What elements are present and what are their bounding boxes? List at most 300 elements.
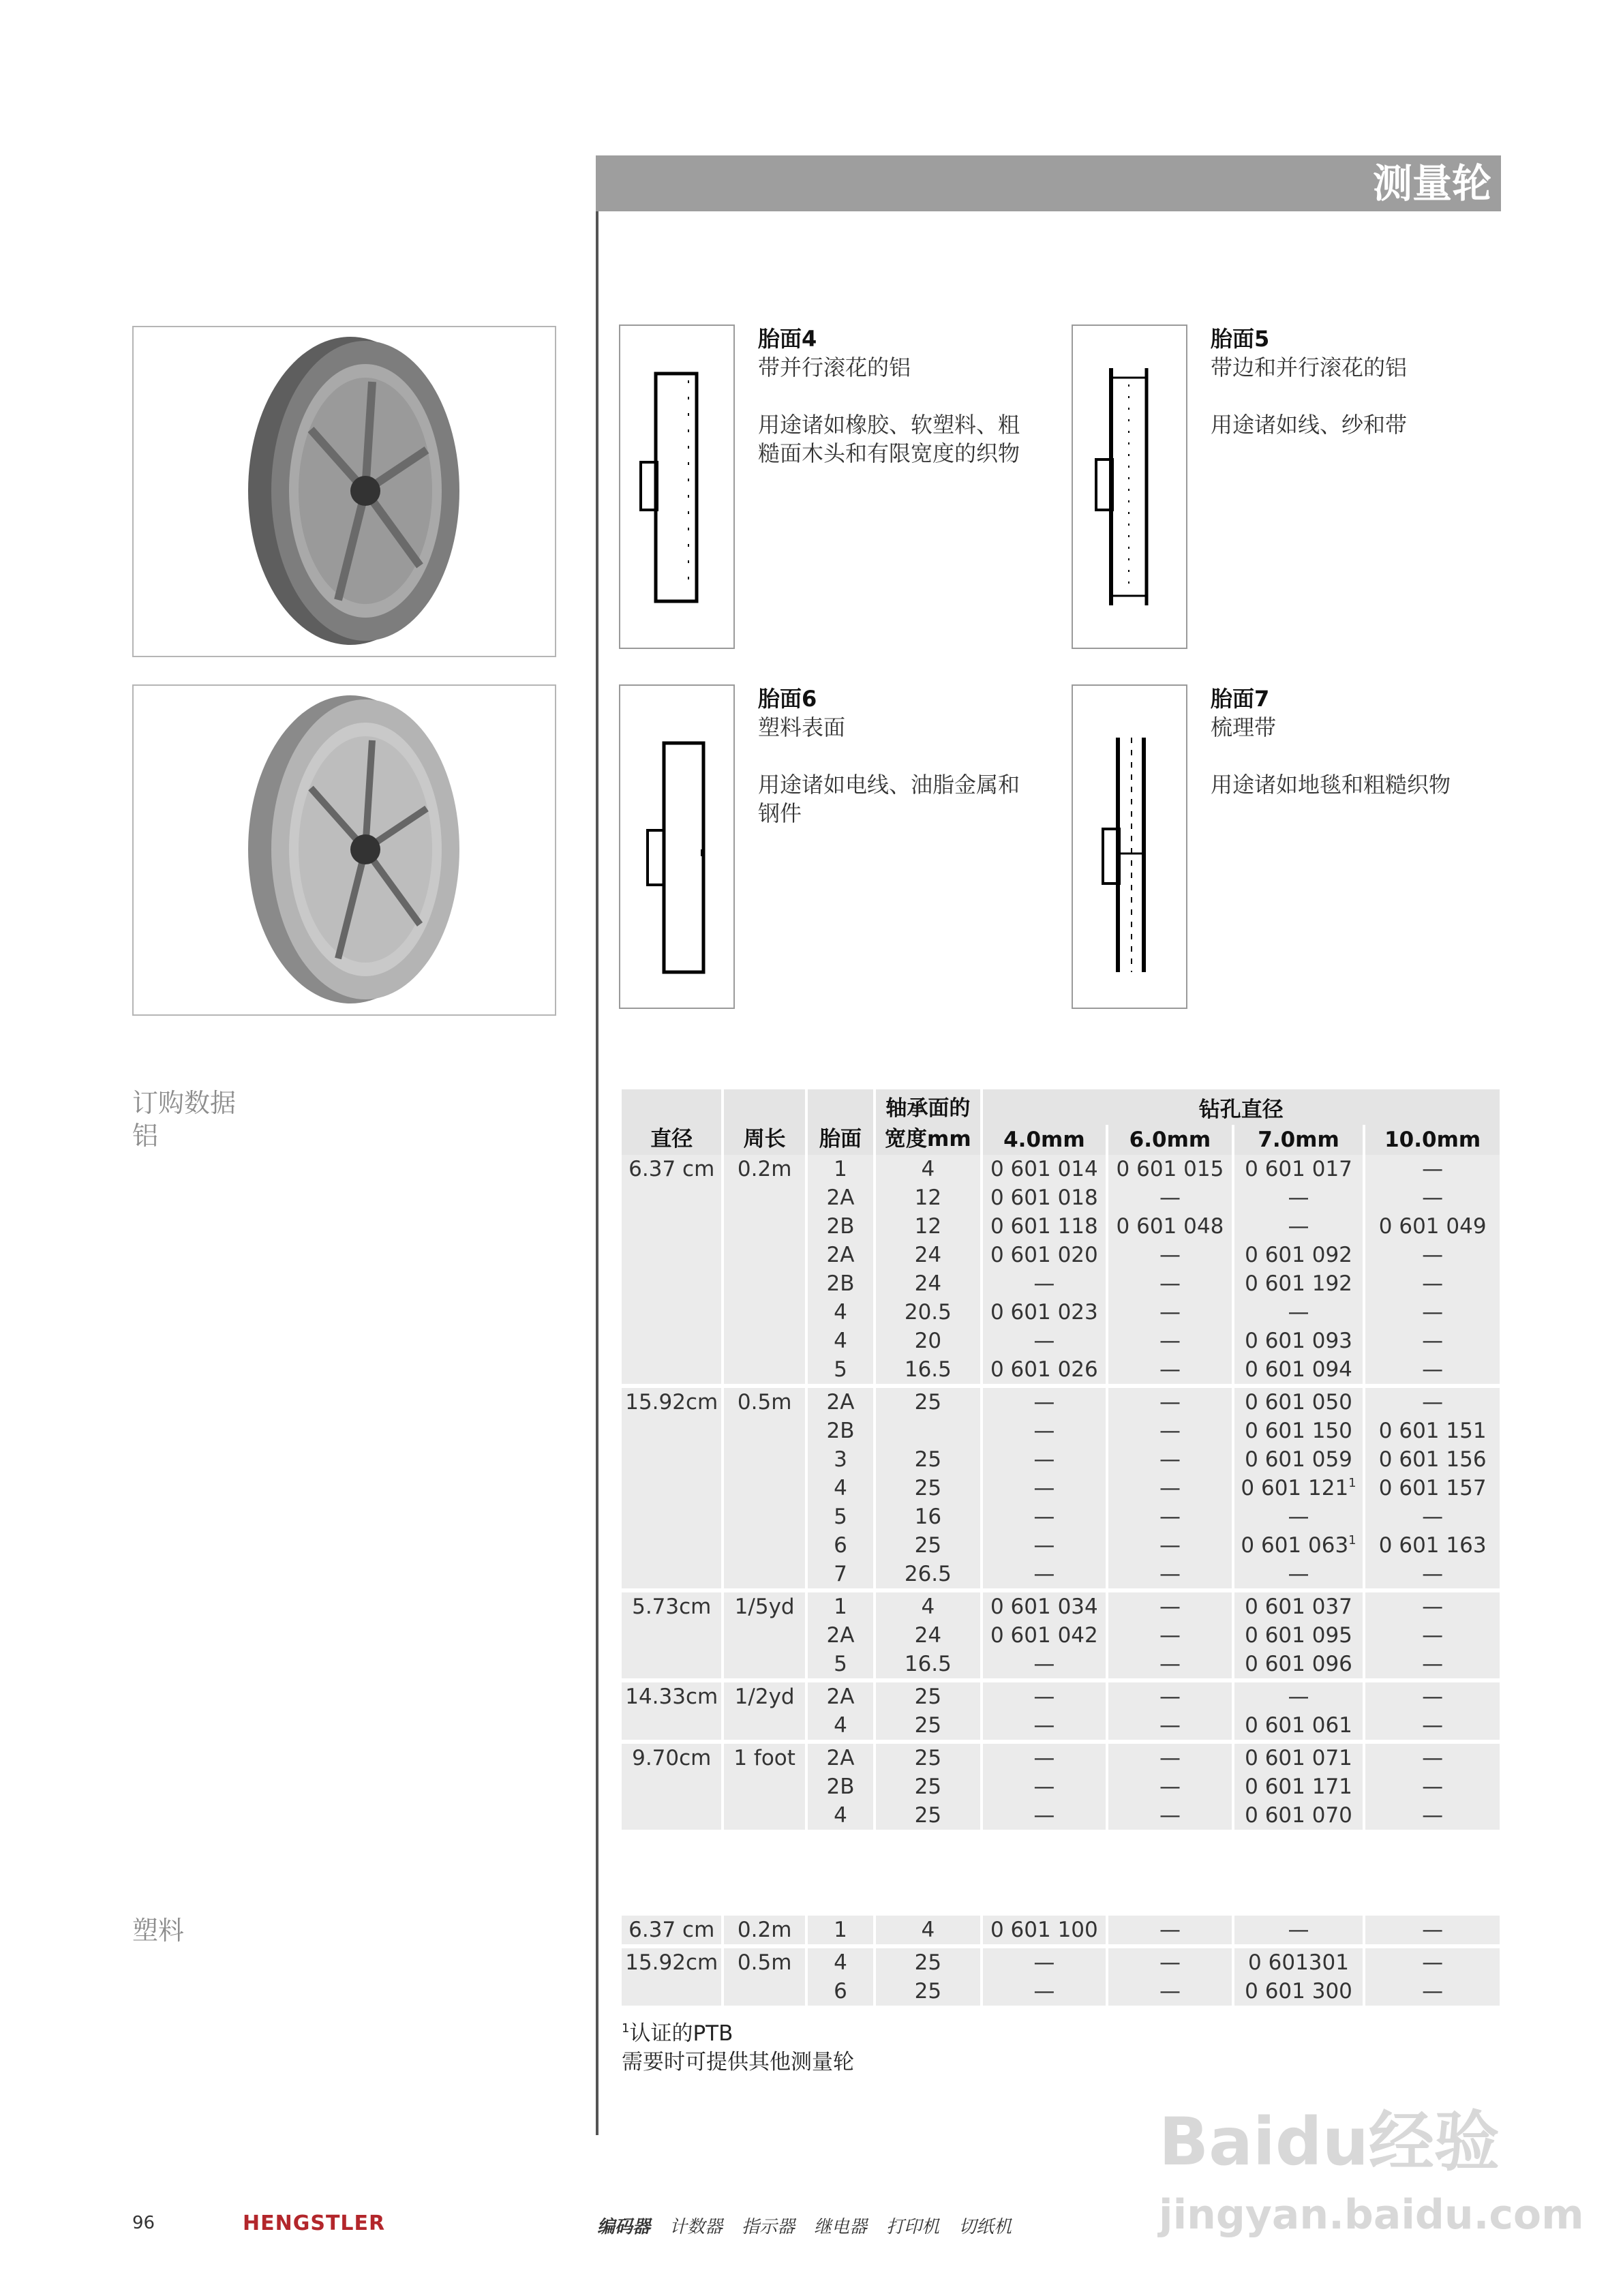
width-value [876, 1417, 980, 1445]
cell-bore-4mm [983, 1384, 1106, 1588]
tread-value [808, 1241, 873, 1269]
bore-6mm-value [1108, 1650, 1232, 1678]
tread-text: 1 [834, 1918, 847, 1942]
width-text: 24 [914, 1243, 942, 1267]
cell-bore-7mm [1234, 1678, 1363, 1740]
bore-6mm-text: — [1159, 1476, 1181, 1500]
bore-4mm-value [983, 1772, 1106, 1801]
bore-7mm-text: 0 601 096 [1245, 1652, 1352, 1676]
cell-bore-6mm [1108, 1916, 1232, 1944]
width-text: 25 [914, 1390, 942, 1415]
bore-6mm-text: — [1159, 1918, 1181, 1942]
bore-4mm-value [983, 1502, 1106, 1531]
bore-4mm-text: — [1033, 1533, 1055, 1558]
watermark-brand: Baidu经验 [1159, 2104, 1500, 2180]
width-value [876, 1355, 980, 1384]
bore-6mm-value [1108, 1474, 1232, 1502]
bore-7mm-value [1234, 1502, 1363, 1531]
cell-bore-10mm [1365, 1155, 1500, 1384]
tread-text: 5 [834, 1357, 847, 1382]
bore-10mm-text: — [1422, 1685, 1444, 1709]
bore-4mm-value [983, 1948, 1106, 1977]
ptb-footnote-marker: 1 [1348, 1533, 1356, 1547]
width-text: 25 [914, 1447, 942, 1472]
width-text: 25 [914, 1979, 942, 2004]
tread-value [808, 1948, 873, 1977]
bore-10mm-value [1365, 1801, 1500, 1830]
col-header-bearing-width [876, 1089, 980, 1155]
bore-7mm-value [1234, 1241, 1363, 1269]
tread-value [808, 1355, 873, 1384]
width-value [876, 1711, 980, 1740]
tread-value [808, 1298, 873, 1327]
tread-value [808, 1327, 873, 1355]
bore-6mm-value [1108, 1592, 1232, 1621]
bore-4mm-text: 0 601 034 [990, 1595, 1098, 1619]
tread-text: 2B [826, 1419, 855, 1443]
tread-value [808, 1388, 873, 1417]
col-header-tread: 胎面 [808, 1089, 873, 1155]
table-row-group [622, 1944, 1500, 2006]
bore-6mm-text: — [1159, 1623, 1181, 1648]
width-text: 4 [921, 1595, 935, 1619]
cell-bore-10mm [1365, 1740, 1500, 1830]
tread-5-title: 胎面5 [1211, 326, 1270, 352]
bore-4mm-text: — [1033, 1329, 1055, 1353]
bore-10mm-value [1365, 1269, 1500, 1298]
circumference-value: 1 foot [733, 1746, 795, 1770]
bore-10mm-value [1365, 1650, 1500, 1678]
bore-10mm-value [1365, 1474, 1500, 1502]
bore-10mm-text: — [1422, 1918, 1444, 1942]
bore-7mm-text: 0 601 300 [1245, 1979, 1352, 2004]
width-text: 25 [914, 1774, 942, 1799]
bore-4mm-value [983, 1241, 1106, 1269]
cell-width [876, 1740, 980, 1830]
cell-bore-4mm [983, 1916, 1106, 1944]
bore-6mm-text: — [1159, 1774, 1181, 1799]
bore-4mm-text: — [1033, 1390, 1055, 1415]
cell-width [876, 1916, 980, 1944]
bore-6mm-value [1108, 1355, 1232, 1384]
bore-7mm-text: 0 601 061 [1245, 1713, 1352, 1738]
bore-10mm-value [1365, 1744, 1500, 1772]
bore-7mm-value [1234, 1327, 1363, 1355]
bore-7mm-text: 0 601 192 [1245, 1271, 1352, 1296]
tread-text: 2B [826, 1774, 855, 1799]
bore-10mm-text: — [1422, 1243, 1444, 1267]
cell-circumference [724, 1944, 804, 2006]
tread-4-use: 用途诸如橡胶、软塑料、粗 [758, 412, 1020, 438]
tread-6-text [758, 684, 1058, 828]
bore-6mm-text: — [1159, 1979, 1181, 2004]
tread-6-desc: 塑料表面 [758, 714, 846, 740]
bore-4mm-value [983, 1977, 1106, 2006]
diameter-value: 15.92cm [625, 1390, 718, 1415]
bore-6mm-text: — [1159, 1562, 1181, 1586]
tread-value [808, 1560, 873, 1588]
bore-4mm-value [983, 1560, 1106, 1588]
order-data-label [132, 1087, 236, 1152]
bore-10mm-text: — [1422, 1390, 1444, 1415]
tread-value [808, 1445, 873, 1474]
bore-7mm-value [1234, 1621, 1363, 1650]
brand-logo: HENGSTLER [243, 2211, 386, 2235]
cell-bore-7mm [1234, 1740, 1363, 1830]
cell-bore-6mm [1108, 1384, 1232, 1588]
bore-6mm-value [1108, 1269, 1232, 1298]
tread-value [808, 1155, 873, 1183]
cell-width [876, 1384, 980, 1588]
cell-width [876, 1588, 980, 1678]
bore-10mm-value [1365, 1241, 1500, 1269]
bore-6mm-value [1108, 1327, 1232, 1355]
bearing-width-line2: 宽度mm [885, 1127, 971, 1151]
cell-bore-6mm [1108, 1155, 1232, 1384]
tread-text: 2A [826, 1746, 855, 1770]
bore-7mm-text: 0 601 092 [1245, 1243, 1352, 1267]
bore-4mm-text: 0 601 042 [990, 1623, 1098, 1648]
bore-7mm-value [1234, 1682, 1363, 1711]
tread-6-title: 胎面6 [758, 686, 817, 712]
bore-7mm-text: — [1288, 1185, 1309, 1210]
width-text: 4 [921, 1918, 935, 1942]
circumference-value: 0.5m [737, 1390, 792, 1415]
tread-text: 4 [834, 1300, 847, 1325]
bore-10mm-text: — [1422, 1713, 1444, 1738]
bore-7mm-value [1234, 1474, 1363, 1502]
diameter-value: 9.70cm [632, 1746, 712, 1770]
bore-6mm-text: — [1159, 1357, 1181, 1382]
width-value [876, 1212, 980, 1241]
bore-7mm-value [1234, 1417, 1363, 1445]
bore-7mm-value [1234, 1772, 1363, 1801]
cell-bore-6mm [1108, 1740, 1232, 1830]
tread-text: 4 [834, 1476, 847, 1500]
bore-4mm-text: — [1033, 1419, 1055, 1443]
bore-7mm-text: 0 601 063 [1241, 1533, 1349, 1558]
page-title: 测量轮 [1372, 160, 1491, 207]
wheel-photo-aluminum [132, 326, 556, 657]
tread-text: 4 [834, 1713, 847, 1738]
cell-bore-4mm [983, 1740, 1106, 1830]
tread-text: 7 [834, 1562, 847, 1586]
circumference-value: 1/2yd [734, 1685, 795, 1709]
bore-7mm-value [1234, 1298, 1363, 1327]
cell-bore-7mm [1234, 1944, 1363, 2006]
bore-4mm-text: — [1033, 1271, 1055, 1296]
bore-10mm-text: — [1422, 1157, 1444, 1181]
bore-7mm-value [1234, 1531, 1363, 1560]
bore-10mm-value [1365, 1682, 1500, 1711]
cell-circumference [724, 1916, 804, 1944]
bore-10mm-text: 0 601 163 [1378, 1533, 1487, 1558]
width-text: 24 [914, 1271, 942, 1296]
bore-6mm-value [1108, 1621, 1232, 1650]
bore-7mm-value [1234, 1155, 1363, 1183]
cell-diameter [622, 1384, 721, 1588]
width-text: 24 [914, 1623, 942, 1648]
bore-7mm-value [1234, 1560, 1363, 1588]
bore-7mm-text: 0 601 150 [1245, 1419, 1352, 1443]
cell-bore-4mm [983, 1944, 1106, 2006]
diameter-value: 5.73cm [632, 1595, 712, 1619]
bore-10mm-value [1365, 1560, 1500, 1588]
bore-4mm-text: 0 601 026 [990, 1357, 1098, 1382]
bore-7mm-value [1234, 1916, 1363, 1944]
width-text: 25 [914, 1685, 942, 1709]
width-text: 25 [914, 1950, 942, 1975]
nav-relay[interactable]: 继电器 [814, 2217, 868, 2237]
bore-6mm-text: — [1159, 1505, 1181, 1529]
tread-text: 1 [834, 1595, 847, 1619]
bore-10mm-value [1365, 1417, 1500, 1445]
plastic-order-table [619, 1916, 1502, 2006]
bore-6mm-text: — [1159, 1329, 1181, 1353]
tread-value [808, 1531, 873, 1560]
bore-10mm-value [1365, 1711, 1500, 1740]
bore-10mm-value [1365, 1327, 1500, 1355]
cell-diameter [622, 1155, 721, 1384]
bore-6mm-value [1108, 1298, 1232, 1327]
bore-10mm-value [1365, 1298, 1500, 1327]
cell-bore-7mm [1234, 1384, 1363, 1588]
bore-10mm-text: — [1422, 1950, 1444, 1975]
tread-text: 2B [826, 1214, 855, 1239]
bore-6mm-value [1108, 1388, 1232, 1417]
bore-7mm-text: 0 601 050 [1245, 1390, 1352, 1415]
cell-tread [808, 1916, 873, 1944]
width-value [876, 1682, 980, 1711]
cell-diameter [622, 1944, 721, 2006]
bore-6mm-text: — [1159, 1803, 1181, 1828]
bore-7mm-text: 0 601 071 [1245, 1746, 1352, 1770]
cell-diameter [622, 1678, 721, 1740]
bore-10mm-value [1365, 1183, 1500, 1212]
width-text: 26.5 [904, 1562, 952, 1586]
bore-7mm-text: — [1288, 1214, 1309, 1239]
bore-7mm-text: 0 601 121 [1241, 1476, 1349, 1500]
tread-text: 4 [834, 1329, 847, 1353]
bore-10mm-text: — [1422, 1329, 1444, 1353]
cell-tread [808, 1740, 873, 1830]
width-text: 16 [914, 1505, 942, 1529]
tread-text: 4 [834, 1803, 847, 1828]
bore-10mm-value [1365, 1502, 1500, 1531]
cell-bore-7mm [1234, 1916, 1363, 1944]
bore-6mm-value [1108, 1155, 1232, 1183]
tread-value [808, 1592, 873, 1621]
bore-6mm-value [1108, 1417, 1232, 1445]
bore-4mm-text: 0 601 100 [990, 1918, 1098, 1942]
bore-6mm-value [1108, 1445, 1232, 1474]
footnote-ptb [622, 2019, 854, 2048]
nav-cutter[interactable]: 切纸机 [958, 2217, 1012, 2237]
width-value [876, 1269, 980, 1298]
bore-4mm-value [983, 1155, 1106, 1183]
tread-value [808, 1474, 873, 1502]
tread-value [808, 1744, 873, 1772]
cell-bore-6mm [1108, 1944, 1232, 2006]
tread-7-text [1211, 684, 1511, 799]
bore-10mm-value [1365, 1621, 1500, 1650]
nav-printer[interactable]: 打印机 [886, 2217, 940, 2237]
width-value [876, 1445, 980, 1474]
table-row-group [622, 1155, 1500, 1384]
bore-4mm-value [983, 1650, 1106, 1678]
bore-4mm-text: — [1033, 1803, 1055, 1828]
tread-5-profile-drawing [1072, 324, 1187, 649]
tread-value [808, 1650, 873, 1678]
width-value [876, 1592, 980, 1621]
bore-6mm-value [1108, 1977, 1232, 2006]
bore-7mm-value [1234, 1801, 1363, 1830]
bore-4mm-text: — [1033, 1476, 1055, 1500]
page-number: 96 [132, 2213, 155, 2233]
tread-5-text [1211, 324, 1511, 439]
bore-10mm-text: 0 601 156 [1378, 1447, 1487, 1472]
bore-4mm-value [983, 1801, 1106, 1830]
tread-text: 2A [826, 1185, 855, 1210]
bore-4mm-text: — [1033, 1713, 1055, 1738]
width-value [876, 1772, 980, 1801]
tread-value [808, 1621, 873, 1650]
bore-4mm-text: 0 601 014 [990, 1157, 1098, 1181]
tread-text: 5 [834, 1505, 847, 1529]
col-header-bore-4mm: 4.0mm [983, 1125, 1106, 1155]
vertical-divider [596, 211, 598, 2135]
bore-10mm-text: 0 601 151 [1378, 1419, 1487, 1443]
cell-bore-7mm [1234, 1588, 1363, 1678]
bore-10mm-text: — [1422, 1652, 1444, 1676]
tread-6-profile-drawing [619, 684, 735, 1009]
bore-7mm-value [1234, 1650, 1363, 1678]
nav-encoder[interactable]: 编码器 [597, 2217, 651, 2237]
tread-7-profile-drawing [1072, 684, 1187, 1009]
tread-text: 5 [834, 1652, 847, 1676]
diameter-value: 15.92cm [625, 1950, 718, 1975]
width-text: 20.5 [904, 1300, 952, 1325]
bore-7mm-value [1234, 1269, 1363, 1298]
bore-7mm-value [1234, 1977, 1363, 2006]
bore-10mm-text: — [1422, 1746, 1444, 1770]
bore-4mm-value [983, 1744, 1106, 1772]
bore-10mm-value [1365, 1388, 1500, 1417]
cell-circumference [724, 1740, 804, 1830]
bore-4mm-text: 0 601 023 [990, 1300, 1098, 1325]
bore-6mm-text: — [1159, 1950, 1181, 1975]
width-value [876, 1388, 980, 1417]
cell-bore-6mm [1108, 1588, 1232, 1678]
bore-10mm-value [1365, 1772, 1500, 1801]
bore-6mm-text: — [1159, 1447, 1181, 1472]
bore-6mm-value [1108, 1916, 1232, 1944]
bore-6mm-value [1108, 1531, 1232, 1560]
bore-6mm-text: — [1159, 1533, 1181, 1558]
cell-diameter [622, 1588, 721, 1678]
tread-7-use: 用途诸如地毯和粗糙织物 [1211, 772, 1451, 798]
width-text: 16.5 [904, 1357, 952, 1382]
tread-value [808, 1682, 873, 1711]
bore-4mm-text: — [1033, 1746, 1055, 1770]
bore-7mm-text: 0 601 017 [1245, 1157, 1352, 1181]
tread-value [808, 1269, 873, 1298]
footnotes [622, 2019, 854, 2076]
width-value [876, 1155, 980, 1183]
width-text: 25 [914, 1713, 942, 1738]
tread-text: 2B [826, 1271, 855, 1296]
cell-circumference [724, 1588, 804, 1678]
width-text: 25 [914, 1476, 942, 1500]
width-text: 12 [914, 1214, 942, 1239]
bore-4mm-value [983, 1445, 1106, 1474]
bore-6mm-value [1108, 1801, 1232, 1830]
table-row-group [622, 1740, 1500, 1830]
nav-indicator[interactable]: 指示器 [742, 2217, 795, 2237]
bore-10mm-text: — [1422, 1623, 1444, 1648]
bore-10mm-text: — [1422, 1357, 1444, 1382]
bore-7mm-text: 0 601 094 [1245, 1357, 1352, 1382]
bore-4mm-value [983, 1388, 1106, 1417]
width-text: 4 [921, 1157, 935, 1181]
bore-6mm-text: — [1159, 1243, 1181, 1267]
bore-4mm-text: 0 601 020 [990, 1243, 1098, 1267]
width-value [876, 1560, 980, 1588]
bore-6mm-value [1108, 1560, 1232, 1588]
tread-text: 2A [826, 1623, 855, 1648]
cell-bore-7mm [1234, 1155, 1363, 1384]
footnote-marker: 1 [622, 2021, 630, 2036]
bore-6mm-value [1108, 1682, 1232, 1711]
bore-4mm-text: — [1033, 1505, 1055, 1529]
bore-7mm-text: — [1288, 1505, 1309, 1529]
tread-text: 3 [834, 1447, 847, 1472]
tread-5-use: 用途诸如线、纱和带 [1211, 412, 1408, 438]
width-value [876, 1531, 980, 1560]
width-value [876, 1474, 980, 1502]
width-text: 20 [914, 1329, 942, 1353]
bore-6mm-value [1108, 1744, 1232, 1772]
bore-7mm-text: 0 601 095 [1245, 1623, 1352, 1648]
table-row-group [622, 1384, 1500, 1588]
bore-4mm-value [983, 1531, 1106, 1560]
watermark-url: jingyan.baidu.com [1159, 2191, 1584, 2239]
bore-6mm-value [1108, 1711, 1232, 1740]
width-value [876, 1650, 980, 1678]
bore-4mm-value [983, 1592, 1106, 1621]
bore-4mm-text: — [1033, 1562, 1055, 1586]
nav-counter[interactable]: 计数器 [669, 2217, 723, 2237]
col-header-bore-6mm: 6.0mm [1108, 1125, 1232, 1155]
tread-value [808, 1212, 873, 1241]
bore-4mm-value [983, 1327, 1106, 1355]
bore-7mm-text: — [1288, 1918, 1309, 1942]
col-header-circumference: 周长 [724, 1089, 804, 1155]
cell-circumference [724, 1155, 804, 1384]
bore-7mm-value [1234, 1592, 1363, 1621]
bore-7mm-value [1234, 1948, 1363, 1977]
cell-bore-6mm [1108, 1678, 1232, 1740]
col-header-bore-10mm: 10.0mm [1365, 1125, 1500, 1155]
bore-4mm-text: — [1033, 1979, 1055, 2004]
bore-6mm-text: — [1159, 1419, 1181, 1443]
cell-bore-10mm [1365, 1588, 1500, 1678]
bore-6mm-text: 0 601 048 [1116, 1214, 1224, 1239]
bore-10mm-value [1365, 1977, 1500, 2006]
bore-6mm-value [1108, 1212, 1232, 1241]
order-data-title: 订购数据 [132, 1088, 237, 1118]
bore-7mm-text: — [1288, 1685, 1309, 1709]
